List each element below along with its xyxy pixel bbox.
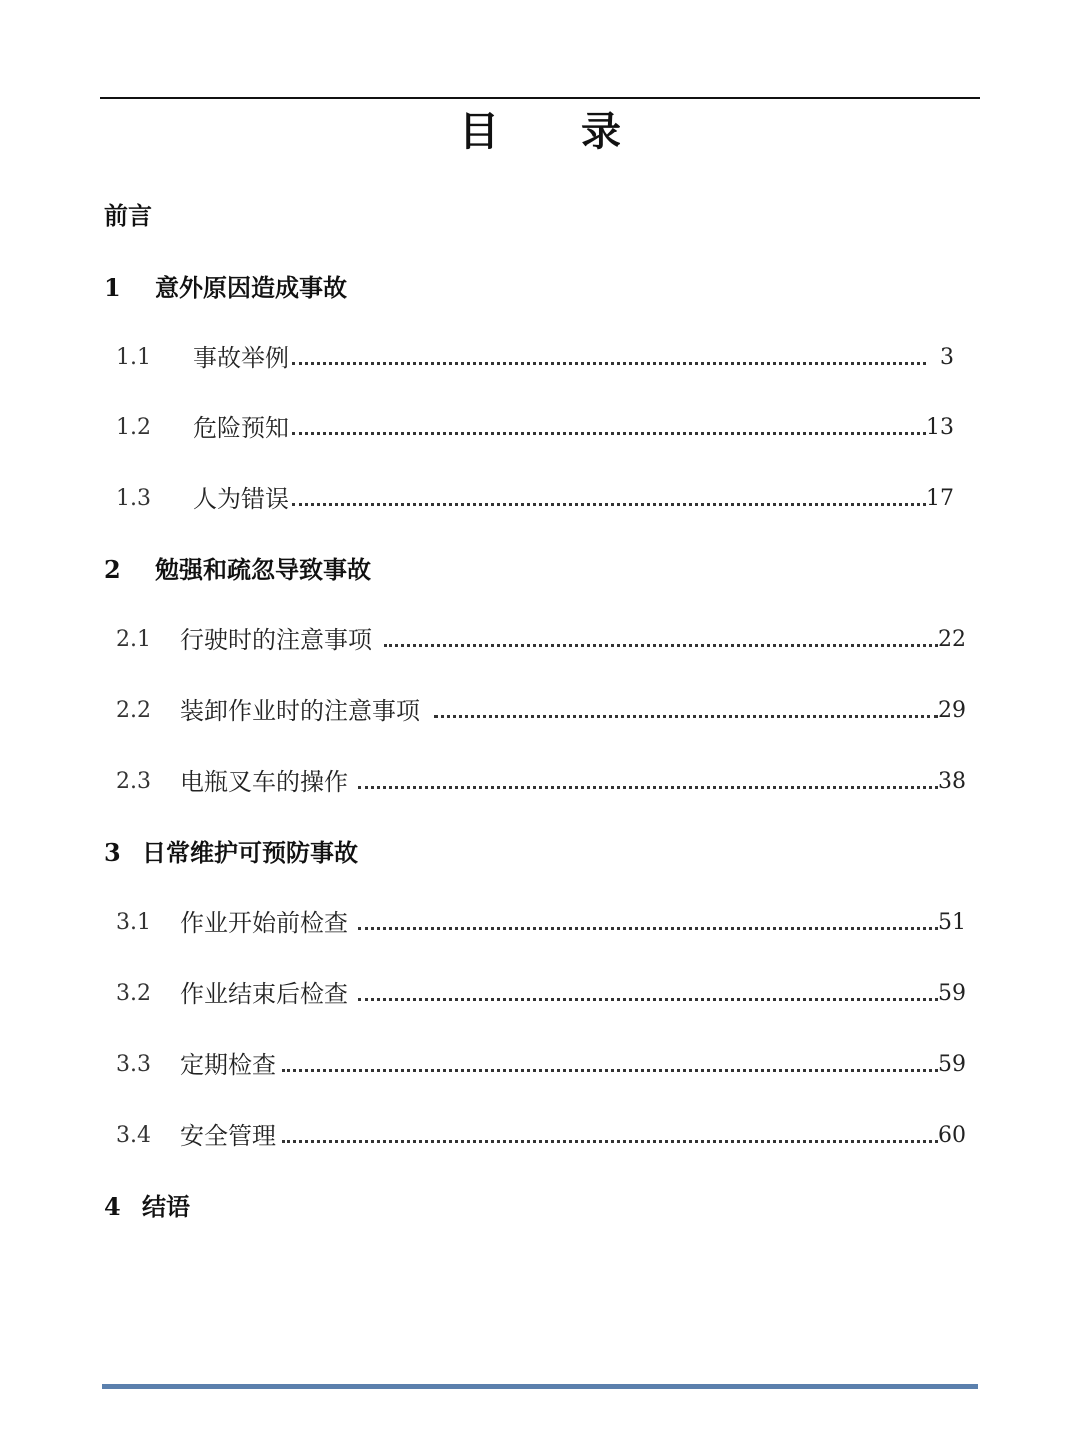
leader-dots — [434, 715, 938, 718]
section-title: 日常维护可预防事故 — [142, 838, 358, 867]
item-page: 60 — [938, 1123, 966, 1148]
bottom-rule — [102, 1384, 978, 1389]
leader-dots — [358, 927, 938, 930]
item-title: 作业结束后检查 — [180, 980, 348, 1008]
leader-dots — [292, 362, 926, 365]
item-title: 人为错误 — [193, 485, 289, 513]
toc-item-1-1[interactable] — [0, 338, 1080, 378]
item-title: 事故举例 — [193, 344, 289, 372]
item-number: 1.2 — [116, 415, 151, 440]
item-title: 安全管理 — [180, 1122, 276, 1150]
leader-dots — [282, 1069, 938, 1072]
section-number: 1 — [104, 273, 121, 302]
top-rule — [100, 97, 980, 99]
item-title: 装卸作业时的注意事项 — [180, 697, 420, 725]
leader-dots — [384, 644, 938, 647]
section-number: 3 — [104, 838, 121, 867]
leader-dots — [358, 786, 938, 789]
toc-section-4[interactable] — [0, 1187, 1080, 1227]
section-title: 意外原因造成事故 — [155, 273, 347, 302]
toc-item-1-2[interactable] — [0, 408, 1080, 448]
leader-dots — [292, 503, 926, 506]
section-number: 4 — [104, 1192, 121, 1221]
toc-item-3-2[interactable] — [0, 974, 1080, 1014]
section-title: 结语 — [142, 1192, 190, 1221]
item-number: 3.1 — [116, 910, 151, 935]
item-number: 3.2 — [116, 981, 151, 1006]
toc-preface[interactable] — [0, 196, 1080, 236]
toc-section-2[interactable] — [0, 550, 1080, 590]
item-number: 2.3 — [116, 769, 151, 794]
item-title: 行驶时的注意事项 — [180, 626, 372, 654]
section-number: 2 — [104, 555, 121, 584]
item-title: 危险预知 — [193, 414, 289, 442]
item-page: 3 — [940, 345, 954, 370]
toc-item-3-4[interactable] — [0, 1116, 1080, 1156]
item-page: 59 — [938, 1052, 966, 1077]
leader-dots — [292, 432, 926, 435]
preface-label: 前言 — [104, 201, 152, 230]
item-page: 51 — [938, 910, 966, 935]
item-page: 17 — [926, 486, 954, 511]
item-number: 1.3 — [116, 486, 151, 511]
item-page: 13 — [926, 415, 954, 440]
leader-dots — [358, 998, 938, 1001]
toc-section-1[interactable] — [0, 268, 1080, 308]
toc-item-1-3[interactable] — [0, 479, 1080, 519]
item-number: 3.4 — [116, 1123, 151, 1148]
item-page: 38 — [938, 769, 966, 794]
item-title: 作业开始前检查 — [180, 909, 348, 937]
item-page: 29 — [938, 698, 966, 723]
toc-item-2-1[interactable] — [0, 620, 1080, 660]
page-title: 目 录 — [459, 108, 655, 155]
item-title: 定期检查 — [180, 1051, 276, 1079]
toc-item-2-2[interactable] — [0, 691, 1080, 731]
section-title: 勉强和疏忽导致事故 — [155, 555, 371, 584]
toc-item-2-3[interactable] — [0, 762, 1080, 802]
leader-dots — [282, 1140, 938, 1143]
item-number: 2.1 — [116, 627, 151, 652]
item-page: 59 — [938, 981, 966, 1006]
toc-item-3-3[interactable] — [0, 1045, 1080, 1085]
item-title: 电瓶叉车的操作 — [180, 768, 348, 796]
toc-section-3[interactable] — [0, 833, 1080, 873]
item-number: 2.2 — [116, 698, 151, 723]
item-number: 3.3 — [116, 1052, 151, 1077]
toc-item-3-1[interactable] — [0, 903, 1080, 943]
item-page: 22 — [938, 627, 966, 652]
item-number: 1.1 — [116, 345, 151, 370]
